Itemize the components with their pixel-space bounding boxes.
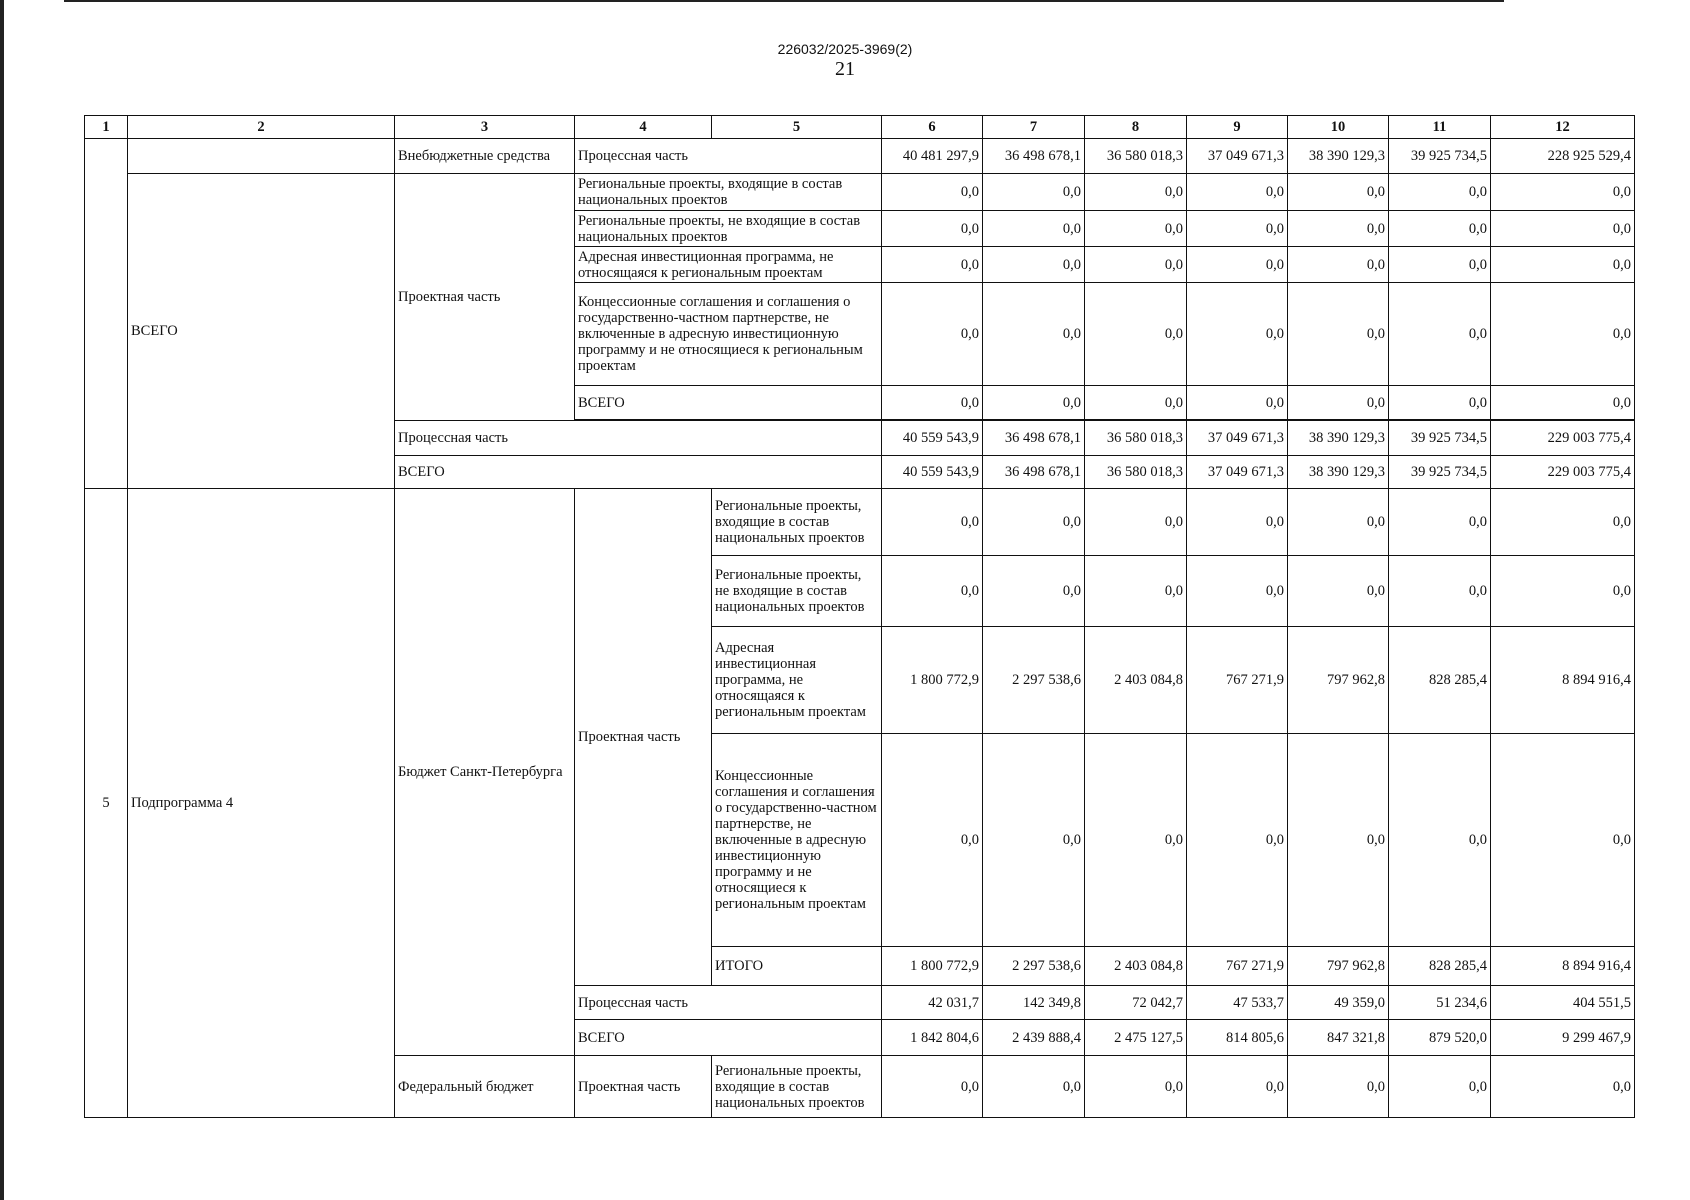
cell-value: 767 271,9 [1187,947,1288,986]
cell-value: 2 403 084,8 [1085,627,1187,734]
cell-value: 0,0 [882,1056,983,1118]
cell-value: 0,0 [983,283,1085,386]
cell-value: 0,0 [1085,1056,1187,1118]
cell-value: 0,0 [1085,556,1187,627]
cell-value: 36 580 018,3 [1085,421,1187,456]
cell-value: 0,0 [1187,283,1288,386]
cell-value: 0,0 [882,386,983,420]
cell-value: 0,0 [882,556,983,627]
cell-value: 0,0 [1288,174,1389,211]
cell-value: 42 031,7 [882,986,983,1020]
cell-value: 404 551,5 [1491,986,1635,1020]
col-header-12: 12 [1491,116,1635,139]
cell-value: 0,0 [1389,247,1491,283]
col-header-2: 2 [128,116,395,139]
column-number-row [85,116,1635,139]
cell-value: 0,0 [983,174,1085,211]
cell-value: 0,0 [1288,734,1389,947]
cell-value: 0,0 [1085,247,1187,283]
cell-value: 828 285,4 [1389,947,1491,986]
cell-value: 36 580 018,3 [1085,139,1187,174]
cell-empty [85,139,128,489]
cell-value: 36 498 678,1 [983,139,1085,174]
col-header-1: 1 [85,116,128,139]
col-header-8: 8 [1085,116,1187,139]
cell-value: 0,0 [1187,489,1288,556]
cell-value: 0,0 [1288,386,1389,420]
cell-value: 767 271,9 [1187,627,1288,734]
cell-value: 36 498 678,1 [983,421,1085,456]
cell-value: 0,0 [1491,489,1635,556]
cell-value: 37 049 671,3 [1187,139,1288,174]
cell-category: Адресная инвестиционная программа, не относящаяся к региональным проектам [575,247,882,283]
cell-value: 0,0 [1491,174,1635,211]
col-header-9: 9 [1187,116,1288,139]
cell-value: 0,0 [1491,386,1635,420]
cell-category: Адресная инвестиционная программа, не относящаяся к региональным проектам [712,627,882,734]
cell-value: 37 049 671,3 [1187,456,1288,489]
col-header-6: 6 [882,116,983,139]
cell-value: 814 805,6 [1187,1020,1288,1056]
cell-value: 40 481 297,9 [882,139,983,174]
cell-value: 0,0 [882,211,983,247]
cell-value: 1 842 804,6 [882,1020,983,1056]
cell-category: Региональные проекты, входящие в состав национальных проектов [575,174,882,211]
cell-value: 0,0 [1085,211,1187,247]
cell-value: 0,0 [1491,247,1635,283]
cell-value: 142 349,8 [983,986,1085,1020]
cell-value: 0,0 [1085,734,1187,947]
cell-part: Проектная часть [395,174,575,421]
cell-part: Проектная часть [575,489,712,986]
cell-part: Процессная часть [575,986,882,1020]
cell-value: 0,0 [1187,247,1288,283]
col-header-7: 7 [983,116,1085,139]
cell-value: 0,0 [983,1056,1085,1118]
cell-value: 0,0 [1389,1056,1491,1118]
cell-value: 0,0 [882,734,983,947]
cell-part: Процессная часть [575,139,882,174]
cell-value: 0,0 [1389,174,1491,211]
cell-value: 0,0 [882,174,983,211]
cell-value: 0,0 [1288,247,1389,283]
cell-value: 0,0 [1288,211,1389,247]
cell-value: 0,0 [1288,489,1389,556]
page-number: 21 [835,58,855,80]
cell-value: 0,0 [1187,211,1288,247]
cell-value: 797 962,8 [1288,627,1389,734]
cell-value: 40 559 543,9 [882,456,983,489]
cell-value: 229 003 775,4 [1491,456,1635,489]
cell-funding-source: Бюджет Санкт-Петербурга [395,489,575,1056]
cell-value: 0,0 [983,247,1085,283]
cell-value: 847 321,8 [1288,1020,1389,1056]
cell-value: 0,0 [1491,1056,1635,1118]
cell-row-number: 5 [85,489,128,1118]
cell-value: 2 475 127,5 [1085,1020,1187,1056]
cell-value: 38 390 129,3 [1288,456,1389,489]
cell-category: Региональные проекты, не входящие в состав национальных проектов [575,211,882,247]
cell-value: 0,0 [1187,1056,1288,1118]
budget-table [84,115,1635,1118]
cell-value: 0,0 [1491,734,1635,947]
cell-value: 2 403 084,8 [1085,947,1187,986]
col-header-3: 3 [395,116,575,139]
cell-value: 0,0 [1389,734,1491,947]
cell-value: 0,0 [1288,556,1389,627]
cell-value: 0,0 [1389,211,1491,247]
cell-value: 2 297 538,6 [983,947,1085,986]
cell-funding-source: Внебюджетные средства [395,139,575,174]
cell-value: 2 297 538,6 [983,627,1085,734]
cell-value: 0,0 [1288,1056,1389,1118]
page-top-rule [64,0,1504,2]
cell-value: 0,0 [1491,211,1635,247]
cell-value: 0,0 [1085,174,1187,211]
cell-value: 0,0 [1085,386,1187,420]
cell-value: 0,0 [1187,734,1288,947]
cell-value: 0,0 [1187,386,1288,420]
cell-value: 0,0 [983,734,1085,947]
cell-category: ИТОГО [712,947,882,986]
cell-part: Проектная часть [575,1056,712,1118]
table-row [85,489,1635,556]
cell-value: 1 800 772,9 [882,627,983,734]
cell-value: 36 580 018,3 [1085,456,1187,489]
cell-value: 228 925 529,4 [1491,139,1635,174]
cell-value: 51 234,6 [1389,986,1491,1020]
col-header-5: 5 [712,116,882,139]
document-code: 226032/2025-3969(2) [777,41,913,57]
cell-value: 0,0 [1491,556,1635,627]
cell-value: 8 894 916,4 [1491,947,1635,986]
col-header-11: 11 [1389,116,1491,139]
cell-total-label: ВСЕГО [395,456,882,489]
cell-value: 0,0 [1491,283,1635,386]
cell-value: 38 390 129,3 [1288,139,1389,174]
cell-value: 0,0 [1085,283,1187,386]
cell-value: 0,0 [1187,174,1288,211]
table-row [85,139,1635,174]
cell-value: 0,0 [983,556,1085,627]
cell-category: Региональные проекты, не входящие в состав национальных проектов [712,556,882,627]
col-header-10: 10 [1288,116,1389,139]
cell-value: 9 299 467,9 [1491,1020,1635,1056]
cell-value: 828 285,4 [1389,627,1491,734]
cell-value: 36 498 678,1 [983,456,1085,489]
cell-value: 39 925 734,5 [1389,456,1491,489]
cell-subprogram: Подпрограмма 4 [128,489,395,1118]
cell-category: Концессионные соглашения и соглашения о государственно-частном партнерстве, не включенные в адресную инвестиционную программу и не относящиеся к региональным проектам [575,283,882,386]
cell-empty [128,139,395,174]
cell-value: 0,0 [882,489,983,556]
cell-value: 0,0 [983,386,1085,420]
cell-value: 0,0 [882,247,983,283]
cell-value: 72 042,7 [1085,986,1187,1020]
cell-value: 797 962,8 [1288,947,1389,986]
cell-value: 0,0 [1288,283,1389,386]
cell-value: 0,0 [1187,556,1288,627]
cell-value: 229 003 775,4 [1491,421,1635,456]
cell-value: 0,0 [983,211,1085,247]
cell-value: 40 559 543,9 [882,421,983,456]
cell-category: Региональные проекты, входящие в состав национальных проектов [712,489,882,556]
cell-value: 0,0 [1389,283,1491,386]
cell-value: 37 049 671,3 [1187,421,1288,456]
cell-value: 2 439 888,4 [983,1020,1085,1056]
table-row [85,174,1635,211]
cell-value: 39 925 734,5 [1389,421,1491,456]
cell-funding-source: Федеральный бюджет [395,1056,575,1118]
cell-total-label: ВСЕГО [128,174,395,489]
cell-value: 39 925 734,5 [1389,139,1491,174]
cell-value: 49 359,0 [1288,986,1389,1020]
cell-category: Региональные проекты, входящие в состав национальных проектов [712,1056,882,1118]
cell-value: 0,0 [882,283,983,386]
cell-value: 879 520,0 [1389,1020,1491,1056]
cell-value: 0,0 [1389,489,1491,556]
cell-value: 47 533,7 [1187,986,1288,1020]
cell-category: ВСЕГО [575,386,882,420]
cell-category: Концессионные соглашения и соглашения о государственно-частном партнерстве, не включенные в адресную инвестиционную программу и не относящиеся к региональным проектам [712,734,882,947]
cell-value: 0,0 [1389,386,1491,420]
col-header-4: 4 [575,116,712,139]
cell-value: 0,0 [1085,489,1187,556]
cell-part: Процессная часть [395,421,882,456]
cell-value: 0,0 [1389,556,1491,627]
cell-value: 0,0 [983,489,1085,556]
cell-total-label: ВСЕГО [575,1020,882,1056]
cell-value: 1 800 772,9 [882,947,983,986]
cell-value: 8 894 916,4 [1491,627,1635,734]
scan-edge [0,0,4,1200]
cell-value: 38 390 129,3 [1288,421,1389,456]
